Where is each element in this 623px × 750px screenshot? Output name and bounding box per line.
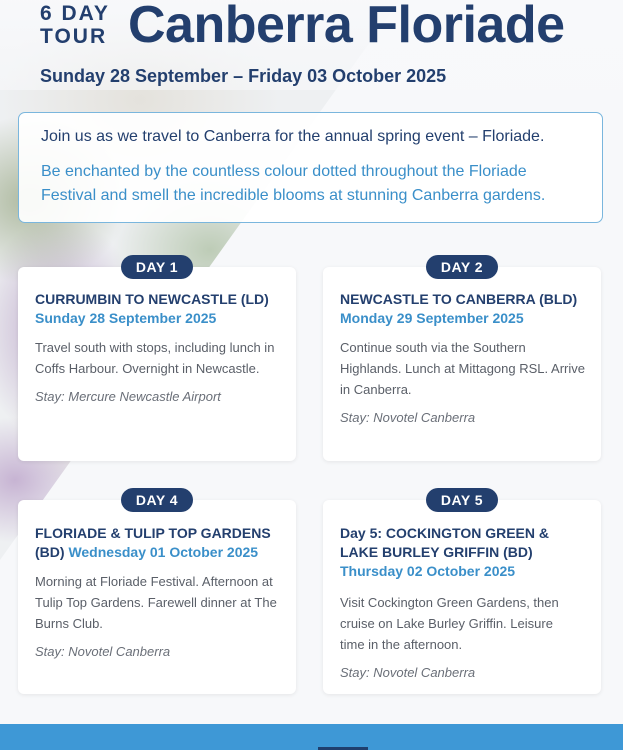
day-title: NEWCASTLE TO CANBERRA (BLD) [340,291,578,307]
day-stay: Stay: Novotel Canberra [340,410,476,425]
day-badge: DAY 5 [426,488,498,512]
day-date: Sunday 28 September 2025 [35,310,217,326]
day-title-block [35,524,280,562]
day-card-1 [18,259,296,461]
intro-lead: Join us as we travel to Canberra for the annual spring event – Floriade. [41,128,545,145]
day-title: FLORIADE & TULIP TOP GARDENS (BD) [35,525,271,560]
day-date: Wednesday 01 October 2025 [68,544,259,560]
day-stay: Stay: Novotel Canberra [340,665,476,680]
day-description: Morning at Floriade Festival. Afternoon at Tulip Top Gardens. Farewell dinner at The Burns Club. [35,574,277,631]
tour-length-label [40,2,110,48]
intro-box [18,112,603,223]
day-description: Travel south with stops, including lunch in Coffs Harbour. Overnight in Newcastle. [35,340,275,376]
day-stay: Stay: Mercure Newcastle Airport [35,389,221,404]
intro-body: Be enchanted by the countless colour dotted throughout the Floriade Festival and smell the incredible blooms at stunning Canberra gardens. [41,163,546,204]
day-stay: Stay: Novotel Canberra [35,644,171,659]
tour-line-2: TOUR [40,25,108,48]
day-title: Day 5: COCKINGTON GREEN & LAKE BURLEY GRIFFIN (BD) [340,525,549,560]
day-badge: DAY 2 [426,255,498,279]
page-title: Canberra Floriade [128,0,565,54]
day-date: Monday 29 September 2025 [340,310,524,326]
day-badge: DAY 1 [121,255,193,279]
day-card-5 [323,492,601,694]
day-description: Visit Cockington Green Gardens, then cruise on Lake Burley Griffin. Leisure time in the afternoon. [340,595,559,652]
day-card-2 [323,259,601,461]
tour-dates: Sunday 28 September – Friday 03 October 2025 [40,66,447,86]
day-badge: DAY 4 [121,488,193,512]
header [40,0,620,60]
day-title: CURRUMBIN TO NEWCASTLE (LD) [35,291,269,307]
day-date: Thursday 02 October 2025 [340,563,516,579]
footer-bar [0,724,623,750]
day-card-4 [18,492,296,694]
tour-line-1: 6 DAY [40,2,110,25]
day-description: Continue south via the Southern Highlands. Lunch at Mittagong RSL. Arrive in Canberra. [340,340,585,397]
